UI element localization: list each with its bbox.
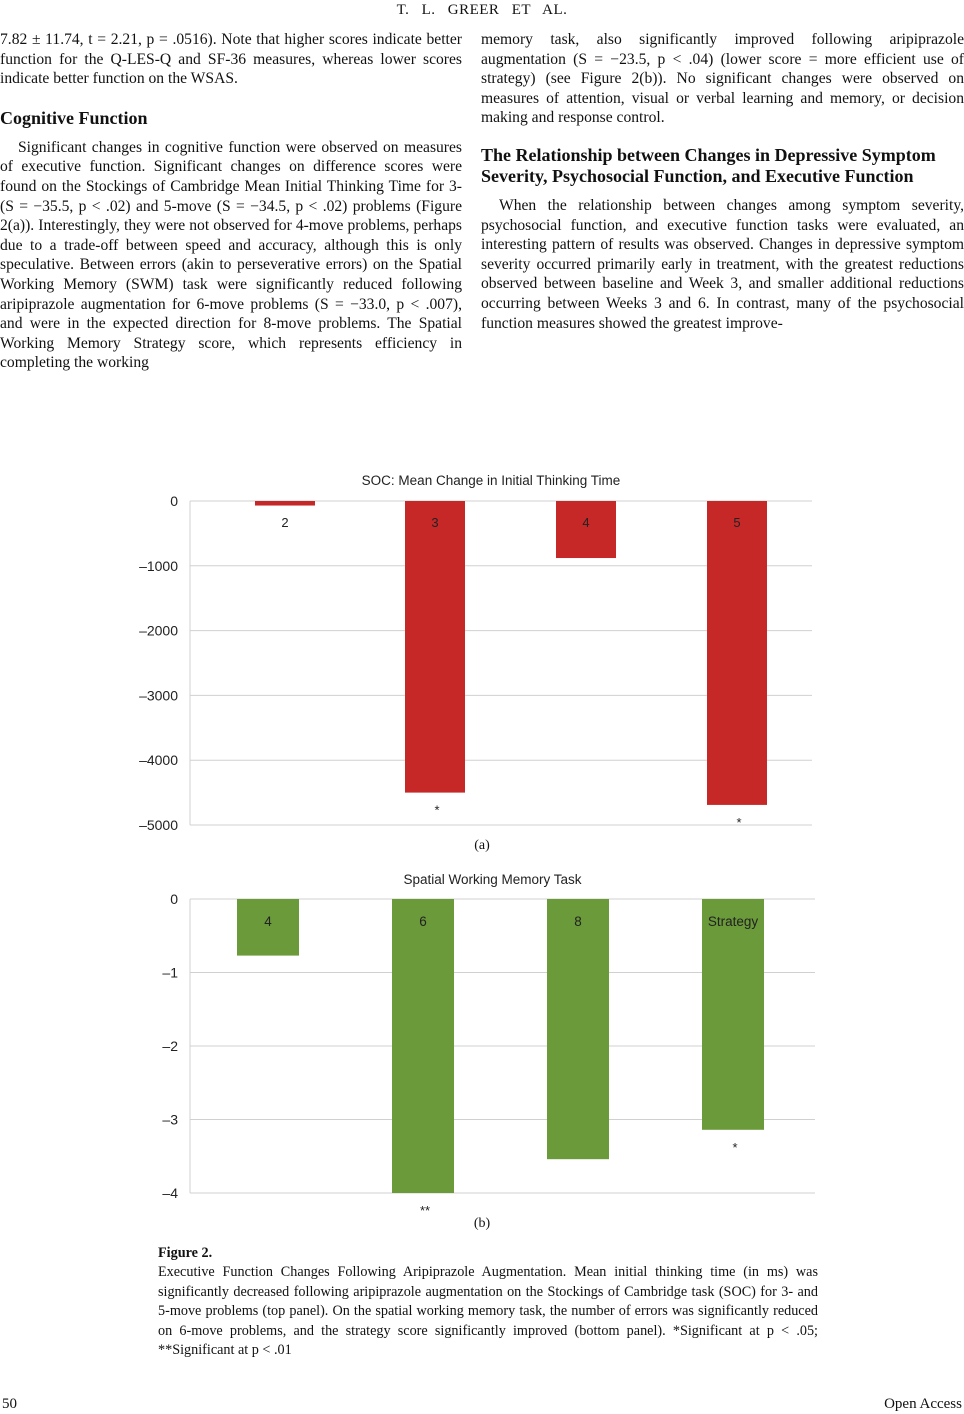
significance-marker: * (732, 1139, 738, 1155)
bar-label: Strategy (707, 914, 759, 929)
y-tick-label: –1 (162, 964, 178, 981)
y-tick-label: –1000 (139, 557, 178, 574)
caption-label: Figure 2. (158, 1245, 213, 1261)
y-tick-label: –2000 (139, 622, 178, 639)
y-tick-label: –3000 (139, 687, 178, 704)
bar-label: 6 (419, 914, 427, 929)
bar-5 (707, 501, 767, 805)
y-tick-label: –4 (162, 1185, 178, 1201)
bar-6 (392, 899, 454, 1193)
running-head: T. L. GREER ET AL. (396, 2, 568, 18)
significance-marker: * (736, 814, 742, 830)
chart-title: Spatial Working Memory Task (403, 872, 582, 887)
figure-caption (158, 1244, 818, 1360)
y-tick-label: –3 (162, 1111, 178, 1128)
bar-2 (255, 501, 315, 506)
paragraph: Significant changes in cognitive function were observed on measures of executive function. Significant changes on difference scores were found on the Stockings of Cambridge Mean Initial Thinking Time for 3-(S = −35.5, p < .02) and 5-move (S = −34.5, p < .02) problems (Figure 2(a)). Interestingly, they were not observed for 4-move problems, perhaps due to a trade-off between speed and accuracy, although this is only speculative. Between errors (akin to perseverative errors) on the Spatial Working Memory (SWM) task were significantly reduced following aripiprazole augmentation for 6-move problems (S = −33.0, p < .007), and were in the expected direction for 8-move problems. The Spatial Working Memory Strategy score, which represents efficiency in completing the working (0, 138, 462, 372)
caption-text: Executive Function Changes Following Aripiprazole Augmentation. Mean initial thinking time (in ms) was significantly decreased following aripiprazole augmentation on the Stockings of Cambridge task (SOC) for 3- and 5-move problems (top panel). On the spatial working memory task, the number of errors was significantly reduced on 6-move problems, and the strategy score significantly improved (bottom panel). *Significant at p < .05; **Significant at p < .01 (158, 1264, 818, 1359)
bar-label: 4 (582, 515, 590, 530)
y-tick-label: 0 (170, 891, 178, 907)
publisher-label: Open Access (884, 1396, 962, 1412)
significance-marker: ** (419, 1203, 431, 1218)
bar-label: 2 (281, 515, 289, 530)
bar-8 (547, 899, 609, 1159)
y-tick-label: –5000 (139, 817, 178, 833)
significance-marker: * (434, 802, 440, 818)
y-tick-label: –2 (162, 1038, 178, 1054)
bar-label: 4 (264, 914, 272, 929)
bar-label: 3 (431, 515, 439, 530)
bar-3 (405, 501, 465, 793)
panel-label-a: (a) (474, 838, 490, 853)
section-heading: The Relationship between Changes in Depressive Symptom Severity, Psychosocial Function, and Executive Function (481, 144, 936, 186)
page-number: 50 (2, 1396, 17, 1412)
chart-title: SOC: Mean Change in Initial Thinking Time (361, 473, 621, 488)
panel-label-b: (b) (473, 1216, 491, 1231)
paragraph: 7.82 ± 11.74, t = 2.21, p = .0516). Note that higher scores indicate better function for the Q-LES-Q and SF-36 measures, whereas lower scores indicate better function on the WSAS. (0, 31, 462, 88)
y-tick-label: –4000 (139, 752, 178, 769)
paragraph: When the relationship between changes among symptom severity, psychosocial function, and executive function tasks were evaluated, an interesting pattern of results was observed. Changes in depressive symptom severity occurred primarily early in treatment, with the greatest reductions observed between baseline and Week 3, and smaller additional reductions occurring between Weeks 3 and 6. In contrast, many of the psychosocial function measures showed the greatest improve- (481, 196, 964, 332)
section-heading: Cognitive Function (0, 107, 148, 128)
bar-strategy (702, 899, 764, 1130)
y-tick-label: 0 (170, 493, 178, 509)
bar-label: 5 (733, 515, 741, 530)
paragraph: memory task, also significantly improved following aripiprazole augmentation (S = −23.5, p < .04) (lower score = more efficient use of strategy) (see Figure 2(b)). No significant changes were observed on measures of attention, visual or verbal learning and memory, or decision making and response control. (481, 31, 964, 127)
bar-label: 8 (574, 914, 582, 929)
